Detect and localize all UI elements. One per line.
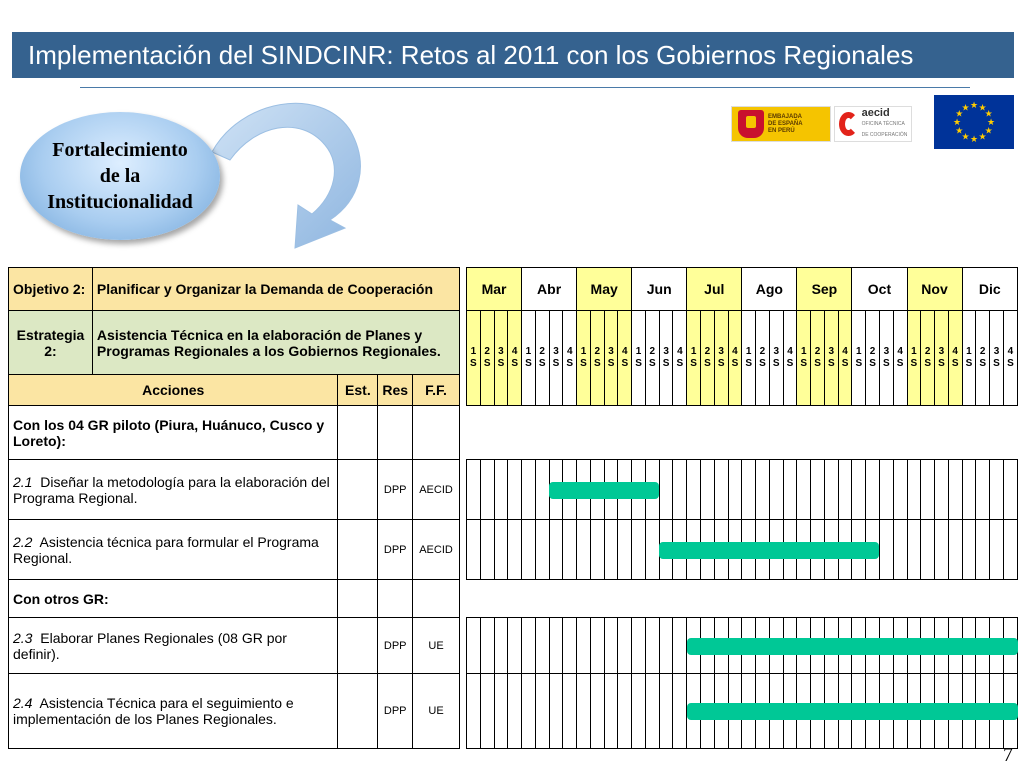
gantt-cell bbox=[907, 520, 921, 580]
eu-flag-logo bbox=[934, 95, 1014, 149]
gantt-cell bbox=[577, 674, 591, 749]
week-header: 1 S bbox=[797, 311, 811, 406]
gantt-cell bbox=[893, 520, 907, 580]
res-cell: DPP bbox=[378, 520, 413, 580]
eu-star: ★ bbox=[969, 100, 979, 110]
action-row-2-3: 2.3 Elaborar Planes Regionales (08 GR por definir). bbox=[9, 618, 338, 674]
gantt-cell bbox=[645, 520, 659, 580]
week-header: 4 S bbox=[1003, 311, 1017, 406]
aecid-logo: aecid OFICINA TÉCNICA DE COOPERACIÓN bbox=[834, 106, 912, 142]
week-header: 2 S bbox=[811, 311, 825, 406]
gantt-cell bbox=[659, 674, 673, 749]
gantt-cell bbox=[1003, 520, 1017, 580]
week-header: 1 S bbox=[907, 311, 921, 406]
gantt-cell bbox=[687, 460, 701, 520]
header-res: Res bbox=[378, 375, 413, 406]
ff-cell: UE bbox=[413, 674, 460, 749]
curved-arrow-icon bbox=[200, 90, 380, 260]
gantt-cell bbox=[563, 618, 577, 674]
gantt-cell bbox=[618, 618, 632, 674]
gantt-cell bbox=[1003, 460, 1017, 520]
gantt-cell bbox=[728, 460, 742, 520]
week-header: 1 S bbox=[577, 311, 591, 406]
gantt-cell bbox=[467, 674, 481, 749]
week-header: 3 S bbox=[769, 311, 783, 406]
gantt-cell bbox=[522, 674, 536, 749]
gantt-cell bbox=[921, 460, 935, 520]
estrategia-label: Estrategia 2: bbox=[9, 311, 93, 375]
gantt-cell bbox=[645, 618, 659, 674]
week-header: 4 S bbox=[893, 311, 907, 406]
gantt-cell bbox=[604, 674, 618, 749]
gantt-cell bbox=[549, 618, 563, 674]
eu-star: ★ bbox=[978, 131, 987, 142]
gantt-cell bbox=[701, 460, 715, 520]
gantt-cell bbox=[494, 674, 508, 749]
gantt-cell bbox=[535, 520, 549, 580]
week-header: 4 S bbox=[728, 311, 742, 406]
gantt-cell bbox=[756, 460, 770, 520]
gantt-cell bbox=[976, 520, 990, 580]
gantt-cell bbox=[673, 618, 687, 674]
gantt-cell bbox=[824, 460, 838, 520]
week-header: 4 S bbox=[618, 311, 632, 406]
eu-stars-icon bbox=[946, 97, 1002, 147]
gantt-cell bbox=[797, 460, 811, 520]
gantt-cell bbox=[508, 520, 522, 580]
gantt-cell bbox=[563, 674, 577, 749]
gantt-cell bbox=[907, 460, 921, 520]
spain-embassy-logo: EMBAJADA DE ESPAÑA EN PERÚ bbox=[731, 106, 831, 142]
gantt-cell bbox=[467, 460, 481, 520]
week-header: 4 S bbox=[508, 311, 522, 406]
gantt-cell bbox=[879, 460, 893, 520]
gantt-bar bbox=[549, 482, 659, 499]
gantt-cell bbox=[811, 460, 825, 520]
spain-crest-icon bbox=[738, 110, 764, 138]
month-header: Ago bbox=[742, 268, 797, 311]
gantt-cell bbox=[866, 460, 880, 520]
week-header: 2 S bbox=[535, 311, 549, 406]
eu-star: ★ bbox=[984, 108, 993, 119]
week-header: 2 S bbox=[866, 311, 880, 406]
gantt-cell bbox=[549, 520, 563, 580]
gantt-cell bbox=[962, 520, 976, 580]
gantt-cell bbox=[480, 618, 494, 674]
gantt-table bbox=[466, 267, 1018, 749]
gantt-cell bbox=[990, 520, 1004, 580]
gantt-cell bbox=[618, 674, 632, 749]
gantt-cell bbox=[494, 618, 508, 674]
gantt-bar bbox=[687, 703, 1018, 720]
action-row-2-4: 2.4 Asistencia Técnica para el seguimiento e implementación de los Planes Regionales. bbox=[9, 674, 338, 749]
week-header: 1 S bbox=[742, 311, 756, 406]
eu-star: ★ bbox=[984, 125, 993, 136]
gantt-cell bbox=[742, 460, 756, 520]
gantt-cell bbox=[508, 460, 522, 520]
gantt-cell bbox=[935, 520, 949, 580]
gantt-spacer bbox=[467, 580, 1018, 618]
gantt-cell bbox=[632, 618, 646, 674]
gantt-cell bbox=[962, 460, 976, 520]
month-header: Oct bbox=[852, 268, 907, 311]
gantt-bar bbox=[687, 638, 1018, 655]
week-header: 2 S bbox=[480, 311, 494, 406]
eu-star: ★ bbox=[952, 117, 962, 127]
header-acciones: Acciones bbox=[9, 375, 338, 406]
action-row-2-1: 2.1 Diseñar la metodología para la elaboración del Programa Regional. bbox=[9, 460, 338, 520]
group-row-piloto: Con los 04 GR piloto (Piura, Huánuco, Cusco y Loreto): bbox=[9, 406, 338, 460]
gantt-cell bbox=[563, 520, 577, 580]
eu-star: ★ bbox=[969, 134, 979, 144]
gantt-cell bbox=[467, 618, 481, 674]
week-header: 3 S bbox=[714, 311, 728, 406]
gantt-cell bbox=[522, 460, 536, 520]
actions-table bbox=[8, 267, 460, 749]
res-cell: DPP bbox=[378, 460, 413, 520]
week-header: 2 S bbox=[921, 311, 935, 406]
gantt-cell bbox=[783, 460, 797, 520]
gantt-cell bbox=[769, 460, 783, 520]
gantt-cell bbox=[467, 520, 481, 580]
eu-star: ★ bbox=[961, 102, 970, 113]
month-header: Jun bbox=[632, 268, 687, 311]
gantt-cell bbox=[948, 520, 962, 580]
gantt-cell bbox=[480, 460, 494, 520]
aecid-c-icon bbox=[839, 112, 858, 136]
week-header: 3 S bbox=[879, 311, 893, 406]
week-header: 3 S bbox=[935, 311, 949, 406]
gantt-cell bbox=[645, 674, 659, 749]
gantt-cell bbox=[508, 618, 522, 674]
eu-star: ★ bbox=[955, 108, 964, 119]
month-header: Sep bbox=[797, 268, 852, 311]
week-header: 3 S bbox=[659, 311, 673, 406]
gantt-cell bbox=[549, 674, 563, 749]
title-divider bbox=[80, 87, 970, 88]
gantt-cell bbox=[522, 520, 536, 580]
gantt-cell bbox=[494, 520, 508, 580]
eu-star: ★ bbox=[955, 125, 964, 136]
week-header: 3 S bbox=[549, 311, 563, 406]
gantt-cell bbox=[714, 460, 728, 520]
eu-star: ★ bbox=[978, 102, 987, 113]
header-est: Est. bbox=[338, 375, 378, 406]
week-header: 2 S bbox=[756, 311, 770, 406]
gantt-cell bbox=[618, 520, 632, 580]
month-header: Jul bbox=[687, 268, 742, 311]
ff-cell: UE bbox=[413, 618, 460, 674]
week-header: 1 S bbox=[962, 311, 976, 406]
page-number: 7 bbox=[1003, 744, 1013, 766]
week-header: 2 S bbox=[701, 311, 715, 406]
week-header: 1 S bbox=[852, 311, 866, 406]
institutionality-ellipse: Fortalecimiento de la Institucionalidad bbox=[20, 112, 220, 240]
week-header: 1 S bbox=[522, 311, 536, 406]
gantt-cell bbox=[921, 520, 935, 580]
res-cell: DPP bbox=[378, 618, 413, 674]
gantt-cell bbox=[852, 460, 866, 520]
eu-star: ★ bbox=[961, 131, 970, 142]
week-header: 1 S bbox=[467, 311, 481, 406]
gantt-cell bbox=[948, 460, 962, 520]
gantt-cell bbox=[990, 460, 1004, 520]
week-header: 2 S bbox=[645, 311, 659, 406]
week-header: 4 S bbox=[838, 311, 852, 406]
week-header: 4 S bbox=[948, 311, 962, 406]
gantt-cell bbox=[838, 460, 852, 520]
gantt-cell bbox=[590, 674, 604, 749]
gantt-cell bbox=[659, 618, 673, 674]
estrategia-text: Asistencia Técnica en la elaboración de Planes y Programas Regionales a los Gobiernos Regionales. bbox=[92, 311, 459, 375]
month-header: May bbox=[577, 268, 632, 311]
week-header: 1 S bbox=[632, 311, 646, 406]
gantt-cell bbox=[577, 618, 591, 674]
gantt-cell bbox=[935, 460, 949, 520]
gantt-cell bbox=[590, 618, 604, 674]
gantt-cell bbox=[535, 460, 549, 520]
gantt-cell bbox=[604, 618, 618, 674]
ff-cell: AECID bbox=[413, 520, 460, 580]
gantt-cell bbox=[604, 520, 618, 580]
objetivo-text: Planificar y Organizar la Demanda de Cooperación bbox=[92, 268, 459, 311]
week-header: 3 S bbox=[824, 311, 838, 406]
gantt-cell bbox=[508, 674, 522, 749]
slide-title: Implementación del SINDCINR: Retos al 2011 con los Gobiernos Regionales bbox=[12, 32, 1014, 78]
gantt-cell bbox=[976, 460, 990, 520]
gantt-cell bbox=[673, 460, 687, 520]
objetivo-label: Objetivo 2: bbox=[9, 268, 93, 311]
gantt-cell bbox=[879, 520, 893, 580]
action-row-2-2: 2.2 Asistencia técnica para formular el Programa Regional. bbox=[9, 520, 338, 580]
week-header: 3 S bbox=[494, 311, 508, 406]
week-header: 4 S bbox=[563, 311, 577, 406]
gantt-cell bbox=[522, 618, 536, 674]
week-header: 2 S bbox=[976, 311, 990, 406]
gantt-cell bbox=[893, 460, 907, 520]
gantt-cell bbox=[590, 520, 604, 580]
gantt-bar bbox=[659, 542, 879, 559]
week-header: 1 S bbox=[687, 311, 701, 406]
gantt-cell bbox=[480, 674, 494, 749]
gantt-cell bbox=[673, 674, 687, 749]
gantt-cell bbox=[632, 674, 646, 749]
month-header: Nov bbox=[907, 268, 962, 311]
gantt-cell bbox=[659, 460, 673, 520]
eu-star: ★ bbox=[986, 117, 996, 127]
week-header: 2 S bbox=[590, 311, 604, 406]
ff-cell: AECID bbox=[413, 460, 460, 520]
group-row-otros: Con otros GR: bbox=[9, 580, 338, 618]
gantt-cell bbox=[577, 520, 591, 580]
month-header: Dic bbox=[962, 268, 1017, 311]
gantt-cell bbox=[632, 520, 646, 580]
week-header: 3 S bbox=[990, 311, 1004, 406]
header-ff: F.F. bbox=[413, 375, 460, 406]
gantt-cell bbox=[535, 618, 549, 674]
week-header: 3 S bbox=[604, 311, 618, 406]
month-header: Abr bbox=[522, 268, 577, 311]
gantt-cell bbox=[535, 674, 549, 749]
gantt-spacer bbox=[467, 406, 1018, 460]
gantt-cell bbox=[480, 520, 494, 580]
month-header: Mar bbox=[467, 268, 522, 311]
week-header: 4 S bbox=[673, 311, 687, 406]
week-header: 4 S bbox=[783, 311, 797, 406]
gantt-cell bbox=[494, 460, 508, 520]
res-cell: DPP bbox=[378, 674, 413, 749]
